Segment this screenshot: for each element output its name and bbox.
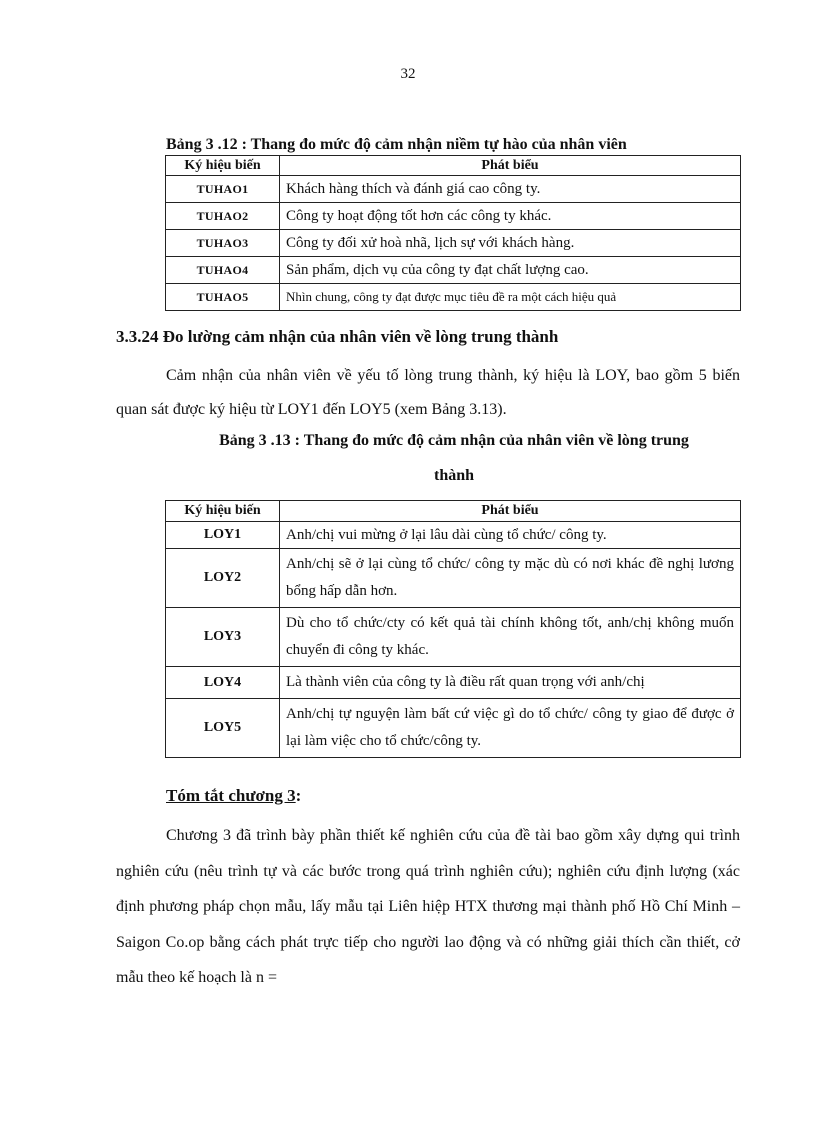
table2-caption-continued: thành bbox=[433, 467, 475, 484]
section-heading: 3.3.24 Đo lường cảm nhận của nhân viên về lòng trung thành bbox=[116, 327, 559, 346]
table1-caption: Bảng 3 .12 : Thang đo mức độ cảm nhận niềm tự hào của nhân viên bbox=[166, 136, 627, 153]
table2-statement: Anh/chị tự nguyện làm bất cứ việc gì do tổ chức/ công ty giao để được ở lại làm việc cho tổ chức/công ty. bbox=[280, 699, 741, 758]
table-row bbox=[166, 203, 741, 230]
table-row bbox=[166, 522, 741, 549]
table-row bbox=[166, 284, 741, 311]
table1-statement: Công ty hoạt động tốt hơn các công ty khác. bbox=[280, 203, 741, 230]
table-row bbox=[166, 608, 741, 667]
table1-statement: Nhìn chung, công ty đạt được mục tiêu đề ra một cách hiệu quả bbox=[280, 284, 741, 311]
page-number: 32 bbox=[400, 66, 416, 82]
table1-header-statement: Phát biểu bbox=[280, 156, 741, 176]
table2-code: LOY5 bbox=[166, 699, 280, 758]
table2-code: LOY4 bbox=[166, 667, 280, 699]
table-row bbox=[166, 699, 741, 758]
table-row bbox=[166, 257, 741, 284]
summary-title: Tóm tắt chương 3 bbox=[166, 786, 296, 805]
table2-code: LOY2 bbox=[166, 549, 280, 608]
table-row bbox=[166, 667, 741, 699]
summary-heading bbox=[166, 786, 301, 806]
table1-header-row bbox=[166, 156, 741, 176]
table2-statement: Dù cho tổ chức/cty có kết quả tài chính không tốt, anh/chị không muốn chuyển đi công ty khác. bbox=[280, 608, 741, 667]
section-paragraph: Cảm nhận của nhân viên về yếu tố lòng trung thành, ký hiệu là LOY, bao gồm 5 biến quan sát được ký hiệu từ LOY1 đến LOY5 (xem Bảng 3.13). bbox=[116, 367, 740, 418]
table1-code: TUHAO3 bbox=[166, 230, 280, 257]
table2-header-row bbox=[166, 501, 741, 522]
table-row bbox=[166, 176, 741, 203]
table1-statement: Khách hàng thích và đánh giá cao công ty. bbox=[280, 176, 741, 203]
table2-header-statement: Phát biểu bbox=[280, 501, 741, 522]
table2-caption: Bảng 3 .13 : Thang đo mức độ cảm nhận của nhân viên về lòng trung bbox=[219, 432, 689, 449]
table1-statement: Sản phẩm, dịch vụ của công ty đạt chất lượng cao. bbox=[280, 257, 741, 284]
summary-colon: : bbox=[295, 786, 302, 805]
table2-header-code: Ký hiệu biến bbox=[166, 501, 280, 522]
table2-statement: Anh/chị sẽ ở lại cùng tổ chức/ công ty mặc dù có nơi khác đề nghị lương bổng hấp dẫn hơn. bbox=[280, 549, 741, 608]
table1-header-code: Ký hiệu biến bbox=[166, 156, 280, 176]
table2-code: LOY1 bbox=[166, 522, 280, 549]
table1-code: TUHAO1 bbox=[166, 176, 280, 203]
table1 bbox=[165, 155, 741, 311]
table2-statement: Anh/chị vui mừng ở lại lâu dài cùng tổ chức/ công ty. bbox=[280, 522, 741, 549]
table2-statement: Là thành viên của công ty là điều rất quan trọng với anh/chị bbox=[280, 667, 741, 699]
table1-code: TUHAO2 bbox=[166, 203, 280, 230]
table-row bbox=[166, 549, 741, 608]
table1-statement: Công ty đối xử hoà nhã, lịch sự với khách hàng. bbox=[280, 230, 741, 257]
table1-code: TUHAO4 bbox=[166, 257, 280, 284]
table-row bbox=[166, 230, 741, 257]
table2 bbox=[165, 500, 741, 758]
table2-code: LOY3 bbox=[166, 608, 280, 667]
table1-code: TUHAO5 bbox=[166, 284, 280, 311]
summary-paragraph: Chương 3 đã trình bày phần thiết kế nghiên cứu của đề tài bao gồm xây dựng qui trình nghiên cứu (nêu trình tự và các bước trong quá trình nghiên cứu); nghiên cứu định lượng (xác định phương pháp chọn mẫu, lấy mẫu tại Liên hiệp HTX thương mại thành phố Hồ Chí Minh – Saigon Co.op bằng cách phát trực tiếp cho người lao động và có những giải thích cần thiết, cở mẫu theo kế hoạch là n = bbox=[116, 827, 740, 986]
